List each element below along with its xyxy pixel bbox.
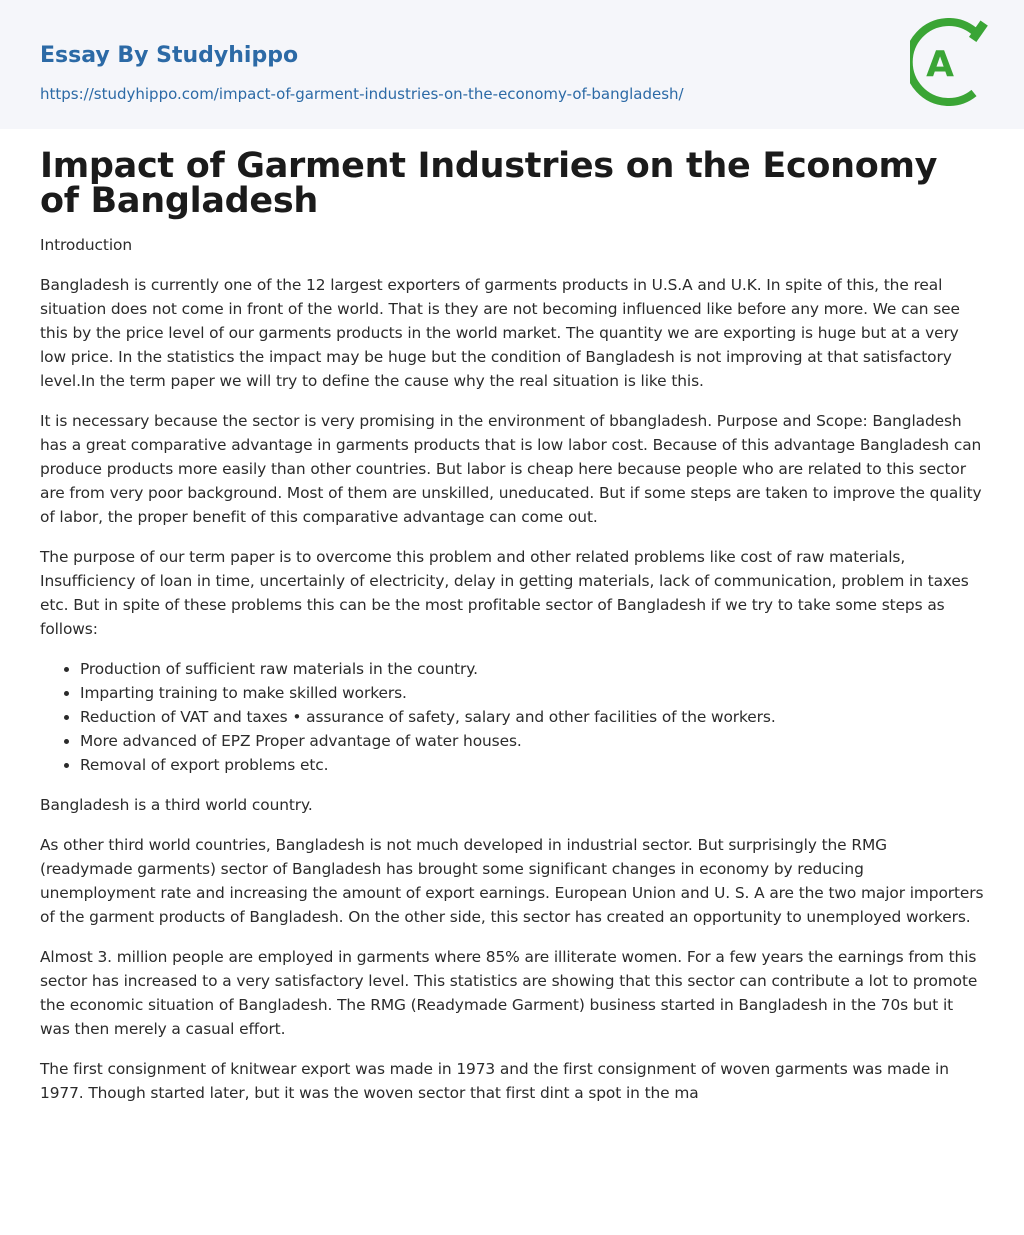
logo-letter: A — [926, 44, 954, 85]
section-heading-introduction: Introduction — [40, 236, 133, 254]
list-item: • Reduction of VAT and taxes • assurance of safety, salary and other facilities of the workers. — [80, 705, 984, 729]
list-item: • Imparting training to make skilled workers. — [80, 681, 984, 705]
brand-title[interactable]: Essay By Studyhippo — [40, 43, 299, 68]
paragraph: Bangladesh is currently one of the 12 largest exporters of garments products in U.S.A and U.K. In spite of this, the real situation does not come in front of the world. That is they are not becoming influenced like before any more. We can see this by the price level of our garments products in the world market. The quantity we are exporting is huge but at a very low price. In the statistics the impact may be huge but the condition of Bangladesh is not improving at that satisfactory level.In the term paper we will try to define the cause why the real situation is like this. — [40, 276, 960, 390]
paragraph: It is necessary because the sector is very promising in the environment of bbangladesh. Purpose and Scope: Bangladesh has a great comparative advantage in garments products that is low labor cost. Because of this advantage Bangladesh can produce products more easily than other countries. But labor is cheap here because people who are related to this sector are from very poor background. Most of them are unskilled, uneducated. But if some steps are taken to improve the quality of labor, the proper benefit of this comparative advantage can come out. — [40, 412, 982, 526]
list-item: • Production of sufficient raw materials in the country. — [80, 657, 984, 681]
source-url-link[interactable]: https://studyhippo.com/impact-of-garment-industries-on-the-economy-of-bangladesh/ — [40, 85, 684, 103]
paragraph: The purpose of our term paper is to overcome this problem and other related problems like cost of raw materials, Insufficiency of loan in time, uncertainly of electricity, delay in getting materials, lack of communication, problem in taxes etc. But in spite of these problems this can be the most profitable sector of Bangladesh if we try to take some steps as follows: — [40, 548, 969, 638]
paragraph: Bangladesh is a third world country. — [40, 796, 313, 814]
article-body — [0, 146, 1024, 1105]
site-header — [0, 0, 1024, 129]
paragraph: Almost 3. million people are employed in garments where 85% are illiterate women. For a few years the earnings from this sector has increased to a very satisfactory level. This statistics are showing that this sector can contribute a lot to promote the economic situation of Bangladesh. The RMG (Readymade Garment) business started in Bangladesh in the 70s but it was then merely a casual effort. — [40, 948, 978, 1038]
list-item: • Removal of export problems etc. — [80, 753, 984, 777]
page-title: Impact of Garment Industries on the Economy of Bangladesh — [40, 146, 938, 221]
list-item: • More advanced of EPZ Proper advantage of water houses. — [80, 729, 984, 753]
steps-list — [40, 657, 984, 777]
paragraph: As other third world countries, Bangladesh is not much developed in industrial sector. But surprisingly the RMG (readymade garments) sector of Bangladesh has brought some significant changes in economy by reducing unemployment rate and increasing the amount of export earnings. European Union and U. S. A are the two major importers of the garment products of Bangladesh. On the other side, this sector has created an opportunity to unemployed workers. — [40, 836, 984, 926]
paragraph: The first consignment of knitwear export was made in 1973 and the first consignment of woven garments was made in 1977. Though started later, but it was the woven sector that first dint a spot in the ma — [40, 1060, 949, 1102]
studyhippo-logo-icon[interactable] — [910, 18, 988, 106]
